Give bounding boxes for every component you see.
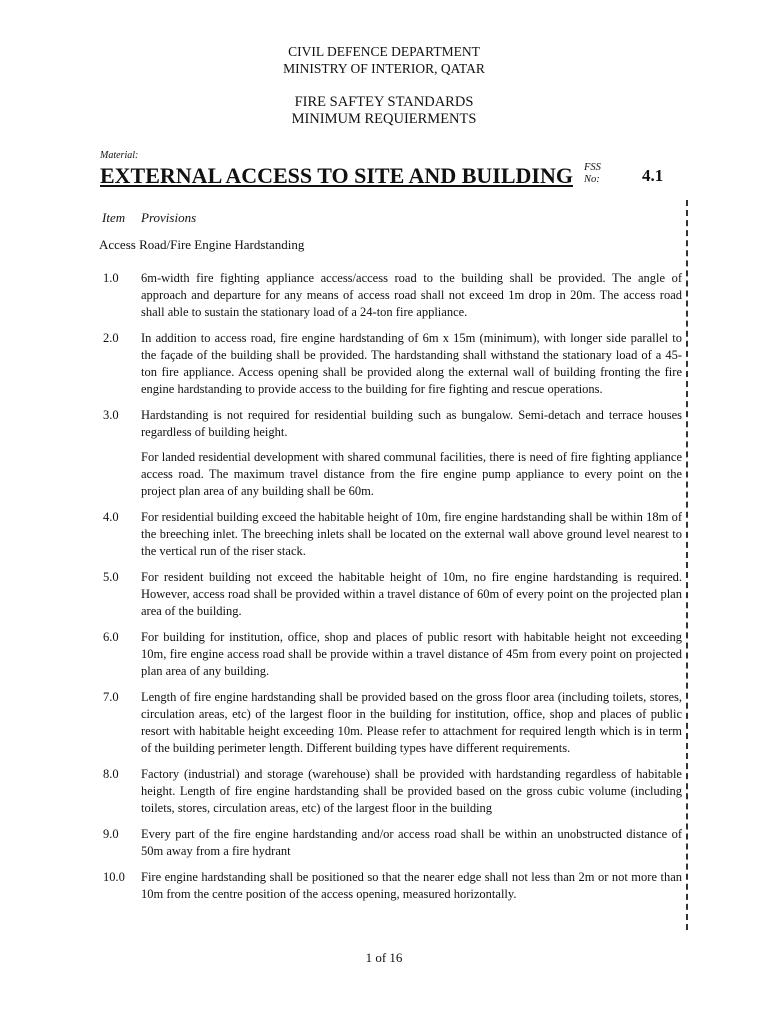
- header-department: [0, 43, 768, 77]
- column-item: Item: [102, 210, 126, 225]
- column-headers: [102, 210, 197, 226]
- item-text: Hardstanding is not required for residential building such as bungalow. Semi-detach and terrace houses regardless of building height.: [141, 408, 682, 439]
- item-number: 6.0: [103, 630, 119, 644]
- section-heading: Access Road/Fire Engine Hardstanding: [99, 237, 305, 252]
- header-line-1: CIVIL DEFENCE DEPARTMENT: [288, 44, 480, 59]
- page-title: EXTERNAL ACCESS TO SITE AND BUILDING: [100, 163, 573, 188]
- item-text: In addition to access road, fire engine hardstanding of 6m x 15m (minimum), with longer side parallel to the façade of the building shall be provided. The hardstanding shall withstand the stationary load of a 45-ton fire appliance. Access opening shall be provided along the external wall of building fronting the fire engine hardstanding to provide access to the building for fire fighting and rescue operations.: [141, 331, 682, 396]
- item-text: For resident building not exceed the habitable height of 10m, no fire engine hardstanding is required. However, access road shall be provided within a travel distance of 60m of every point on the projected plan area of the building.: [141, 570, 682, 618]
- fss-label-line-2: No:: [584, 174, 600, 185]
- header-line-3: FIRE SAFTEY STANDARDS: [294, 94, 474, 110]
- item-number: 3.0: [103, 408, 119, 422]
- header-line-4: MINIMUM REQUIERMENTS: [291, 111, 477, 127]
- list-item: [100, 407, 682, 500]
- list-item: [100, 629, 682, 680]
- item-number: 5.0: [103, 570, 119, 584]
- item-text: 6m-width fire fighting appliance access/access road to the building shall be provided. The angle of approach and departure for any means of access road shall not exceed 1m drop in 20m. The access road shall able to sustain the stationary load of a 24-ton fire appliance.: [141, 271, 682, 319]
- list-item: [100, 826, 682, 860]
- list-item: [100, 509, 682, 560]
- item-text: Length of fire engine hardstanding shall be provided based on the gross floor area (including toilets, stores, circulation areas, etc) of the largest floor in the building for institution, office, shop and places of public resort with habitable height exceeding 10m. Please refer to attachment for required length which is in term of the building perimeter length. Different building types have different requirements.: [141, 690, 682, 755]
- list-item: [100, 569, 682, 620]
- column-provisions: Provisions: [141, 210, 197, 225]
- fss-number: 4.1: [642, 166, 664, 185]
- item-number: 10.0: [103, 870, 125, 884]
- list-item: [100, 270, 682, 321]
- item-number: 4.0: [103, 510, 119, 524]
- material-label: Material:: [100, 150, 139, 161]
- item-number: 7.0: [103, 690, 119, 704]
- item-text: For building for institution, office, shop and places of public resort with habitable height not exceeding 10m, fire engine access road shall be provide within a travel distance of 45m from every point on projected plan area of any building.: [141, 630, 682, 678]
- item-additional-paragraph: For landed residential development with shared communal facilities, there is need of fire fighting appliance access road. The maximum travel distance from the fire engine pump appliance to every point on the project plan area of any building shall be 60m.: [141, 450, 682, 498]
- margin-rule: [686, 200, 688, 930]
- header-standards: [0, 94, 768, 128]
- list-item: [100, 689, 682, 757]
- list-item: [100, 869, 682, 903]
- fss-label-line-1: FSS: [584, 162, 601, 173]
- item-number: 8.0: [103, 767, 119, 781]
- fss-label: [584, 162, 601, 186]
- item-text: For residential building exceed the habitable height of 10m, fire engine hardstanding shall be within 18m of the breeching inlet. The breeching inlets shall be located on the external wall above ground level nearest to the vertical run of the riser stack.: [141, 510, 682, 558]
- header-line-2: MINISTRY OF INTERIOR, QATAR: [283, 61, 485, 76]
- list-item: [100, 330, 682, 398]
- item-text: Fire engine hardstanding shall be positioned so that the nearer edge shall not less than 2m or not more than 10m from the centre position of the access opening, measured horizontally.: [141, 870, 682, 901]
- item-text: Every part of the fire engine hardstanding and/or access road shall be within an unobstructed distance of 50m away from a fire hydrant: [141, 827, 682, 858]
- item-number: 2.0: [103, 331, 119, 345]
- item-text: Factory (industrial) and storage (warehouse) shall be provided with hardstanding regardless of habitable height. Length of fire engine hardstanding shall be provided based on the gross cubic volume (including toilets, stores, circulation areas, etc) of the largest floor in the building: [141, 767, 682, 815]
- page-number: 1 of 16: [365, 950, 403, 965]
- list-item: [100, 766, 682, 817]
- provisions-list: [100, 270, 682, 912]
- item-number: 9.0: [103, 827, 119, 841]
- item-number: 1.0: [103, 271, 119, 285]
